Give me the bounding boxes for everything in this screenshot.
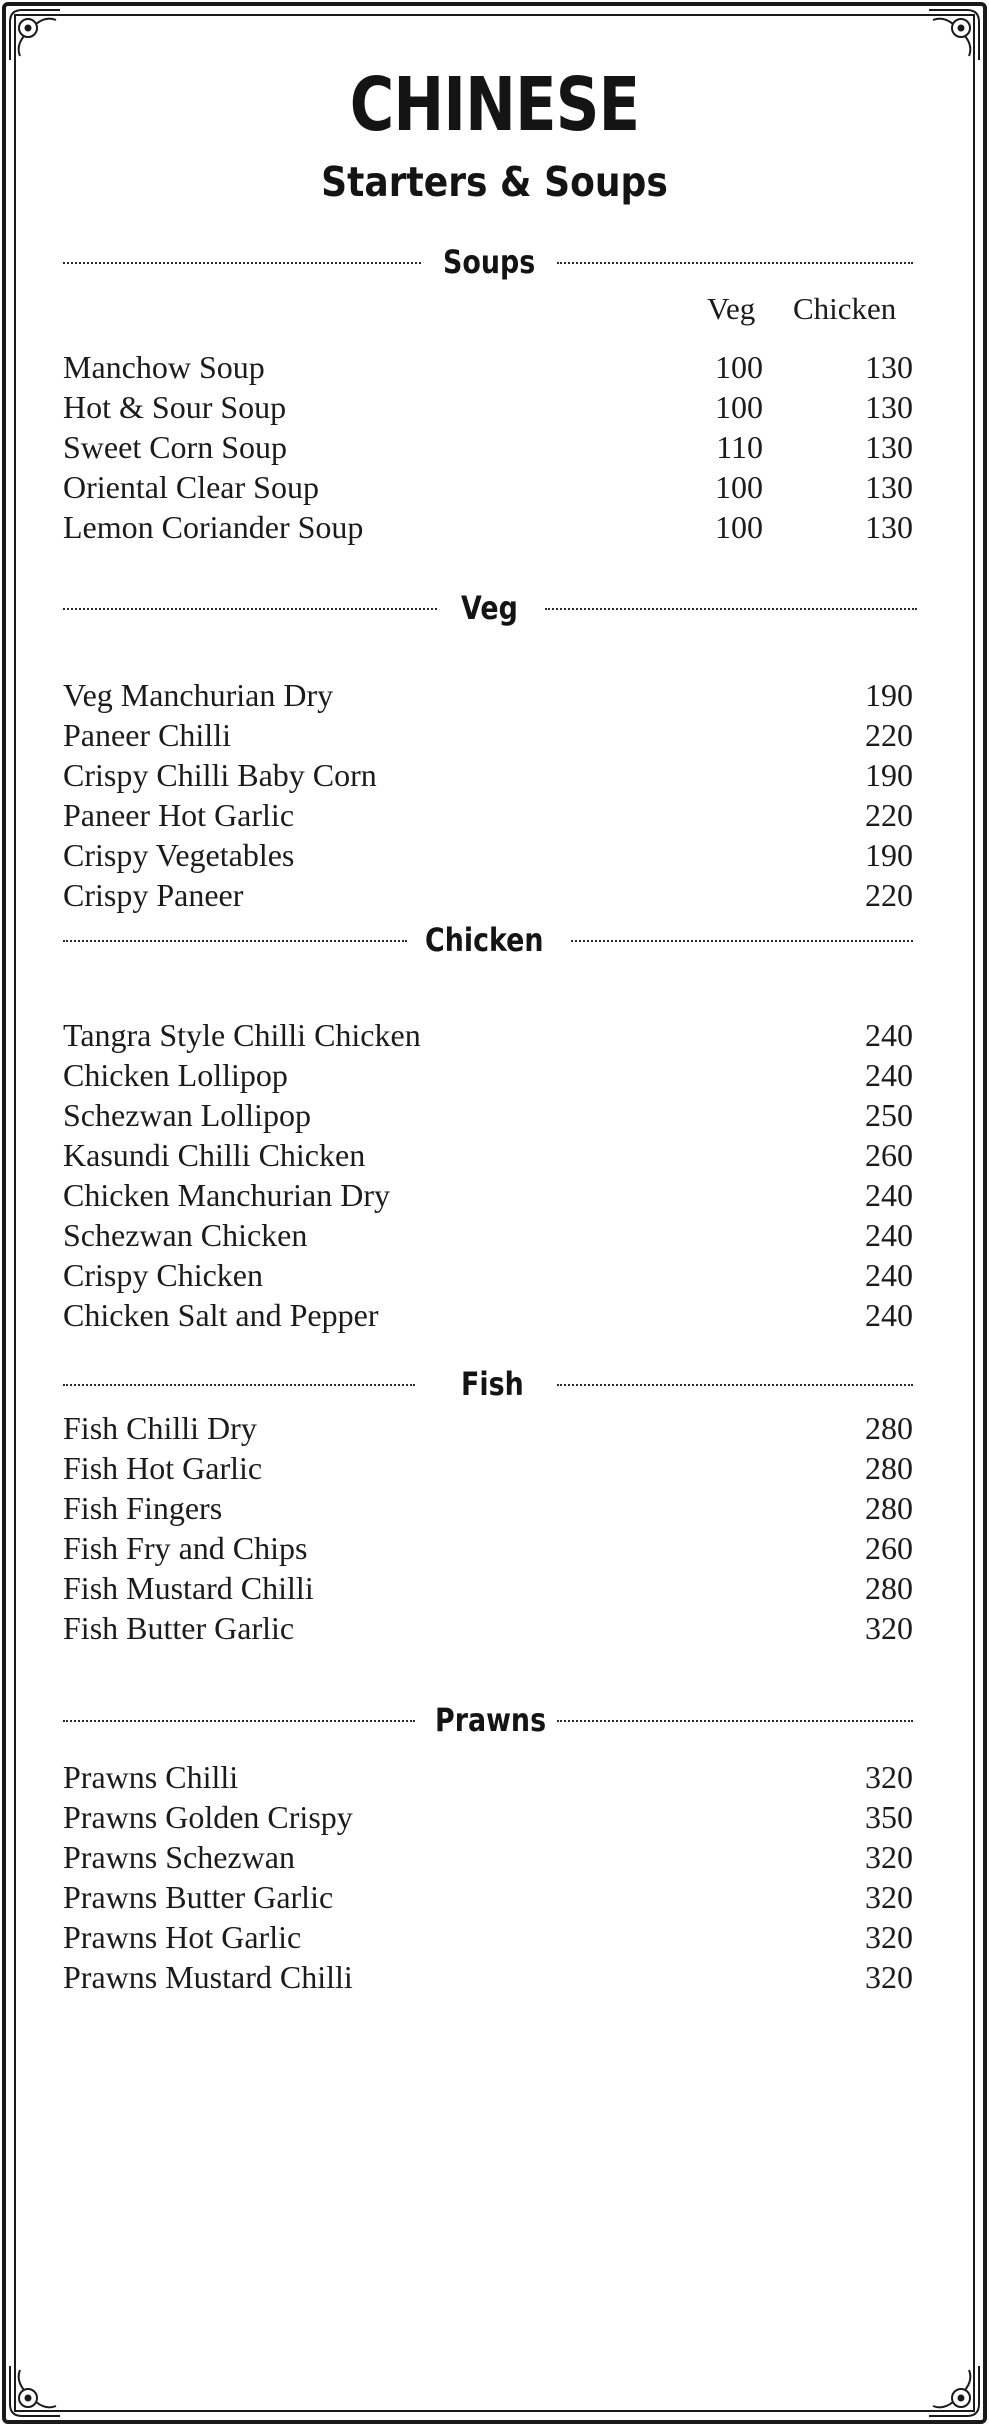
item-name: Crispy Vegetables xyxy=(63,837,295,873)
item-name: Chicken Salt and Pepper xyxy=(63,1297,379,1333)
list-item xyxy=(63,1055,913,1095)
item-price: 250 xyxy=(865,1097,913,1133)
menu-subtitle: Starters & Soups xyxy=(321,158,668,206)
item-price: 260 xyxy=(865,1137,913,1173)
list-item xyxy=(63,675,913,715)
list-item xyxy=(63,1608,913,1648)
corner-ornament-icon xyxy=(925,6,983,64)
item-name: Fish Chilli Dry xyxy=(63,1410,257,1446)
list-item xyxy=(63,755,913,795)
item-name: Prawns Chilli xyxy=(63,1759,239,1795)
section-title: Chicken xyxy=(425,921,544,959)
list-item xyxy=(63,1095,913,1135)
dotted-rule xyxy=(63,940,407,942)
item-price-veg: 100 xyxy=(715,509,763,545)
list-item xyxy=(63,387,913,427)
item-name: Chicken Lollipop xyxy=(63,1057,288,1093)
dotted-rule xyxy=(63,262,421,264)
prawns-section xyxy=(63,1700,913,1997)
list-item xyxy=(63,715,913,755)
section-heading xyxy=(63,1364,913,1404)
item-name: Hot & Sour Soup xyxy=(63,389,287,425)
item-price: 240 xyxy=(865,1297,913,1333)
section-heading xyxy=(63,242,913,282)
list-item xyxy=(63,1408,913,1448)
item-price: 190 xyxy=(865,677,913,713)
veg-list xyxy=(63,675,913,915)
item-name: Crispy Chilli Baby Corn xyxy=(63,757,377,793)
list-item xyxy=(63,1877,913,1917)
item-price: 280 xyxy=(865,1450,913,1486)
corner-ornament-icon xyxy=(6,6,64,64)
item-name: Prawns Golden Crispy xyxy=(63,1799,353,1835)
item-price: 320 xyxy=(865,1919,913,1955)
list-item xyxy=(63,467,913,507)
item-name: Prawns Butter Garlic xyxy=(63,1879,334,1915)
chicken-list xyxy=(63,1015,913,1335)
list-item xyxy=(63,1015,913,1055)
list-item xyxy=(63,875,913,915)
dotted-rule xyxy=(571,940,913,942)
list-item xyxy=(63,1215,913,1255)
list-item xyxy=(63,347,913,387)
item-name: Fish Fry and Chips xyxy=(63,1530,308,1566)
item-price: 220 xyxy=(865,877,913,913)
item-name: Kasundi Chilli Chicken xyxy=(63,1137,366,1173)
list-item xyxy=(63,795,913,835)
item-name: Crispy Chicken xyxy=(63,1257,263,1293)
item-price-veg: 100 xyxy=(715,389,763,425)
item-name: Paneer Hot Garlic xyxy=(63,797,295,833)
section-title: Soups xyxy=(443,243,536,281)
item-price: 320 xyxy=(865,1759,913,1795)
dotted-rule xyxy=(63,1384,415,1386)
column-chicken-label: Chicken xyxy=(793,291,897,326)
item-name: Manchow Soup xyxy=(63,349,265,385)
item-price: 280 xyxy=(865,1570,913,1606)
item-name: Tangra Style Chilli Chicken xyxy=(63,1017,421,1053)
list-item xyxy=(63,1568,913,1608)
item-name: Fish Hot Garlic xyxy=(63,1450,263,1486)
item-price: 220 xyxy=(865,797,913,833)
corner-ornament-icon xyxy=(925,2362,983,2420)
list-item xyxy=(63,1957,913,1997)
item-price: 320 xyxy=(865,1839,913,1875)
fish-list xyxy=(63,1408,913,1648)
item-price-chicken: 130 xyxy=(865,469,913,505)
dotted-rule xyxy=(557,1720,913,1722)
item-name: Paneer Chilli xyxy=(63,717,231,753)
item-price: 350 xyxy=(865,1799,913,1835)
section-title: Fish xyxy=(461,1365,524,1403)
list-item xyxy=(63,1135,913,1175)
list-item xyxy=(63,1255,913,1295)
chicken-section xyxy=(63,920,913,1335)
item-name: Prawns Hot Garlic xyxy=(63,1919,302,1955)
list-item xyxy=(63,1837,913,1877)
corner-ornament-icon xyxy=(6,2362,64,2420)
dotted-rule xyxy=(63,1720,415,1722)
item-name: Fish Mustard Chilli xyxy=(63,1570,314,1606)
item-name: Veg Manchurian Dry xyxy=(63,677,334,713)
list-item xyxy=(63,1917,913,1957)
veg-section xyxy=(63,588,913,915)
item-price: 240 xyxy=(865,1057,913,1093)
item-price-chicken: 130 xyxy=(865,509,913,545)
section-title: Prawns xyxy=(435,1701,547,1739)
item-name: Oriental Clear Soup xyxy=(63,469,319,505)
item-price-veg: 100 xyxy=(715,469,763,505)
list-item xyxy=(63,835,913,875)
item-price: 240 xyxy=(865,1257,913,1293)
dotted-rule xyxy=(557,262,913,264)
item-name: Sweet Corn Soup xyxy=(63,429,287,465)
item-price-chicken: 130 xyxy=(865,349,913,385)
item-price: 320 xyxy=(865,1879,913,1915)
fish-section xyxy=(63,1364,913,1648)
item-name: Fish Butter Garlic xyxy=(63,1610,295,1646)
item-price: 320 xyxy=(865,1610,913,1646)
item-price-chicken: 130 xyxy=(865,429,913,465)
item-price: 280 xyxy=(865,1410,913,1446)
item-price: 190 xyxy=(865,837,913,873)
prawns-list xyxy=(63,1757,913,1997)
section-heading xyxy=(63,1700,913,1740)
item-name: Chicken Manchurian Dry xyxy=(63,1177,391,1213)
column-veg-label: Veg xyxy=(707,291,756,326)
item-price-chicken: 130 xyxy=(865,389,913,425)
section-title: Veg xyxy=(461,589,518,627)
menu-title: CHINESE xyxy=(349,62,640,148)
list-item xyxy=(63,427,913,467)
section-heading xyxy=(63,588,913,628)
item-price: 240 xyxy=(865,1217,913,1253)
list-item xyxy=(63,1175,913,1215)
item-price: 220 xyxy=(865,717,913,753)
item-price: 190 xyxy=(865,757,913,793)
item-name: Lemon Coriander Soup xyxy=(63,509,364,545)
list-item xyxy=(63,507,913,547)
dotted-rule xyxy=(557,1384,913,1386)
item-price-veg: 110 xyxy=(716,429,763,465)
item-name: Crispy Paneer xyxy=(63,877,244,913)
list-item xyxy=(63,1528,913,1568)
list-item xyxy=(63,1448,913,1488)
dotted-rule xyxy=(545,608,917,610)
item-price: 260 xyxy=(865,1530,913,1566)
list-item xyxy=(63,1295,913,1335)
item-price-veg: 100 xyxy=(715,349,763,385)
item-price: 280 xyxy=(865,1490,913,1526)
section-heading xyxy=(63,920,913,960)
item-name: Schezwan Lollipop xyxy=(63,1097,311,1133)
item-price: 240 xyxy=(865,1017,913,1053)
item-name: Fish Fingers xyxy=(63,1490,223,1526)
item-name: Prawns Mustard Chilli xyxy=(63,1959,353,1995)
item-name: Prawns Schezwan xyxy=(63,1839,295,1875)
list-item xyxy=(63,1488,913,1528)
dotted-rule xyxy=(63,608,437,610)
soups-list xyxy=(63,347,913,547)
list-item xyxy=(63,1797,913,1837)
item-name: Schezwan Chicken xyxy=(63,1217,308,1253)
price-column-header xyxy=(63,291,913,331)
soups-section xyxy=(63,242,913,547)
item-price: 320 xyxy=(865,1959,913,1995)
item-price: 240 xyxy=(865,1177,913,1213)
list-item xyxy=(63,1757,913,1797)
